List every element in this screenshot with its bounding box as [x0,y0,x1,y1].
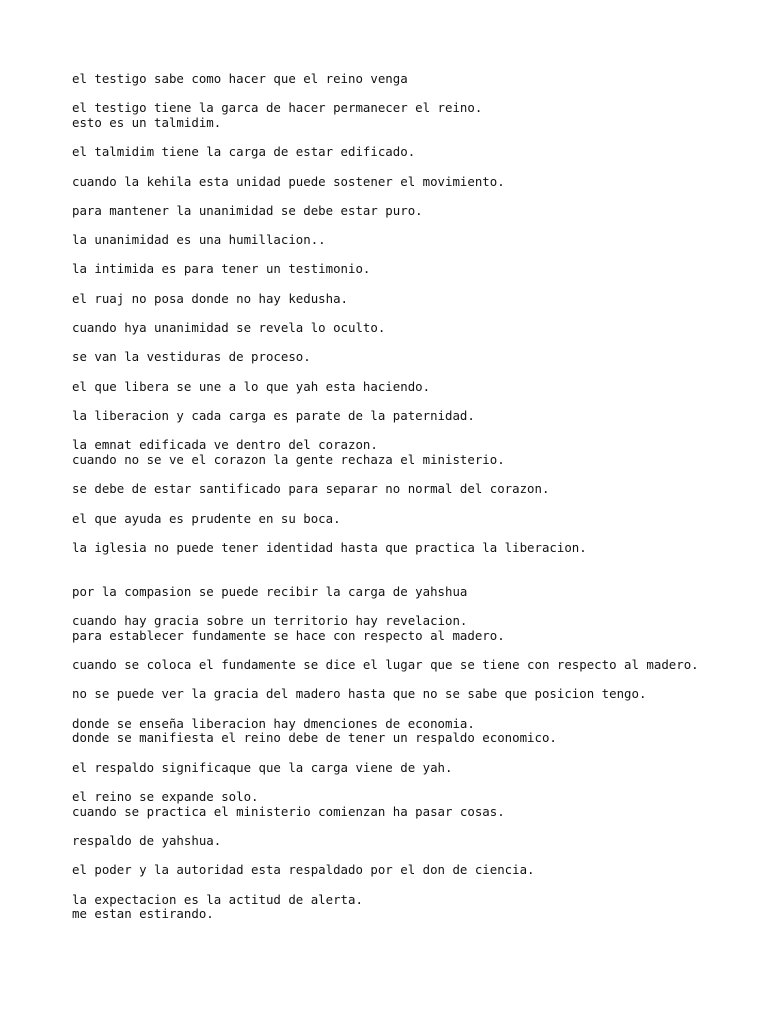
text-line: para establecer fundamente se hace con respecto al madero. [72,627,505,643]
text-line: el que libera se une a lo que yah esta haciendo. [72,378,431,394]
text-line: el respaldo significaque que la carga viene de yah. [72,759,453,775]
paragraph [72,761,732,776]
paragraph [72,72,732,87]
text-line: la emnat edificada ve dentro del corazon. [72,437,378,453]
text-line: el testigo tiene la garca de hacer permanecer el reino. [72,100,483,116]
paragraph [72,658,732,673]
paragraph [72,380,732,395]
text-line: la expectacion es la actitud de alerta. [72,891,363,907]
paragraph [72,292,732,307]
text-line: la iglesia no puede tener identidad hasta que practica la liberacion. [72,539,587,555]
text-line: el testigo sabe como hacer que el reino venga [72,71,408,86]
paragraph [72,893,732,922]
paragraph [72,863,732,878]
paragraph [72,204,732,219]
paragraph [72,145,732,160]
paragraph [72,614,732,643]
text-line: cuando se practica el ministerio comienzan ha pasar cosas. [72,803,505,819]
text-line: para mantener la unanimidad se debe estar puro. [72,202,423,218]
paragraph [72,101,732,130]
text-line: la unanimidad es una humillacion.. [72,232,326,248]
text-line: la liberacion y cada carga es parate de la paternidad. [72,407,475,423]
paragraph [72,175,732,190]
text-line: el talmidim tiene la carga de estar edificado. [72,144,416,160]
text-line: esto es un talmidim. [72,115,222,130]
paragraph [72,834,732,849]
paragraph [72,790,732,819]
text-line: la intimida es para tener un testimonio. [72,261,371,277]
text-line: por la compasion se puede recibir la carga de yahshua [72,583,468,599]
text-line: se debe de estar santificado para separar no normal del corazon. [72,481,550,497]
paragraph [72,717,732,746]
paragraph [72,438,732,467]
paragraph [72,233,732,248]
paragraph [72,350,732,365]
blank-line [72,570,732,585]
text-line: el reino se expande solo. [72,789,259,805]
text-line: no se puede ver la gracia del madero hasta que no se sabe que posicion tengo. [72,686,647,702]
text-line: cuando hay gracia sobre un territorio hay revelacion. [72,613,468,629]
paragraph [72,585,732,600]
text-line: el poder y la autoridad esta respaldado por el don de ciencia. [72,862,535,878]
text-line: donde se enseña liberacion hay dmenciones de economia. [72,715,475,731]
text-line: respaldo de yahshua. [72,833,222,849]
text-line: cuando se coloca el fundamente se dice el lugar que se tiene con respecto al madero. [72,657,699,673]
paragraph [72,262,732,277]
paragraph [72,541,732,556]
document-page [72,72,732,937]
paragraph [72,687,732,702]
text-line: me estan estirando. [72,906,214,922]
paragraph [72,512,732,527]
text-line: el que ayuda es prudente en su boca. [72,510,341,526]
paragraph [72,482,732,497]
text-line: se van la vestiduras de proceso. [72,349,311,365]
text-line: cuando hya unanimidad se revela lo oculto. [72,320,386,336]
paragraph [72,409,732,424]
text-line: cuando no se ve el corazon la gente rechaza el ministerio. [72,451,505,467]
text-line: el ruaj no posa donde no hay kedusha. [72,290,349,306]
text-line: donde se manifiesta el reino debe de tener un respaldo economico. [72,730,557,746]
paragraph [72,321,732,336]
text-line: cuando la kehila esta unidad puede sostener el movimiento. [72,173,505,189]
